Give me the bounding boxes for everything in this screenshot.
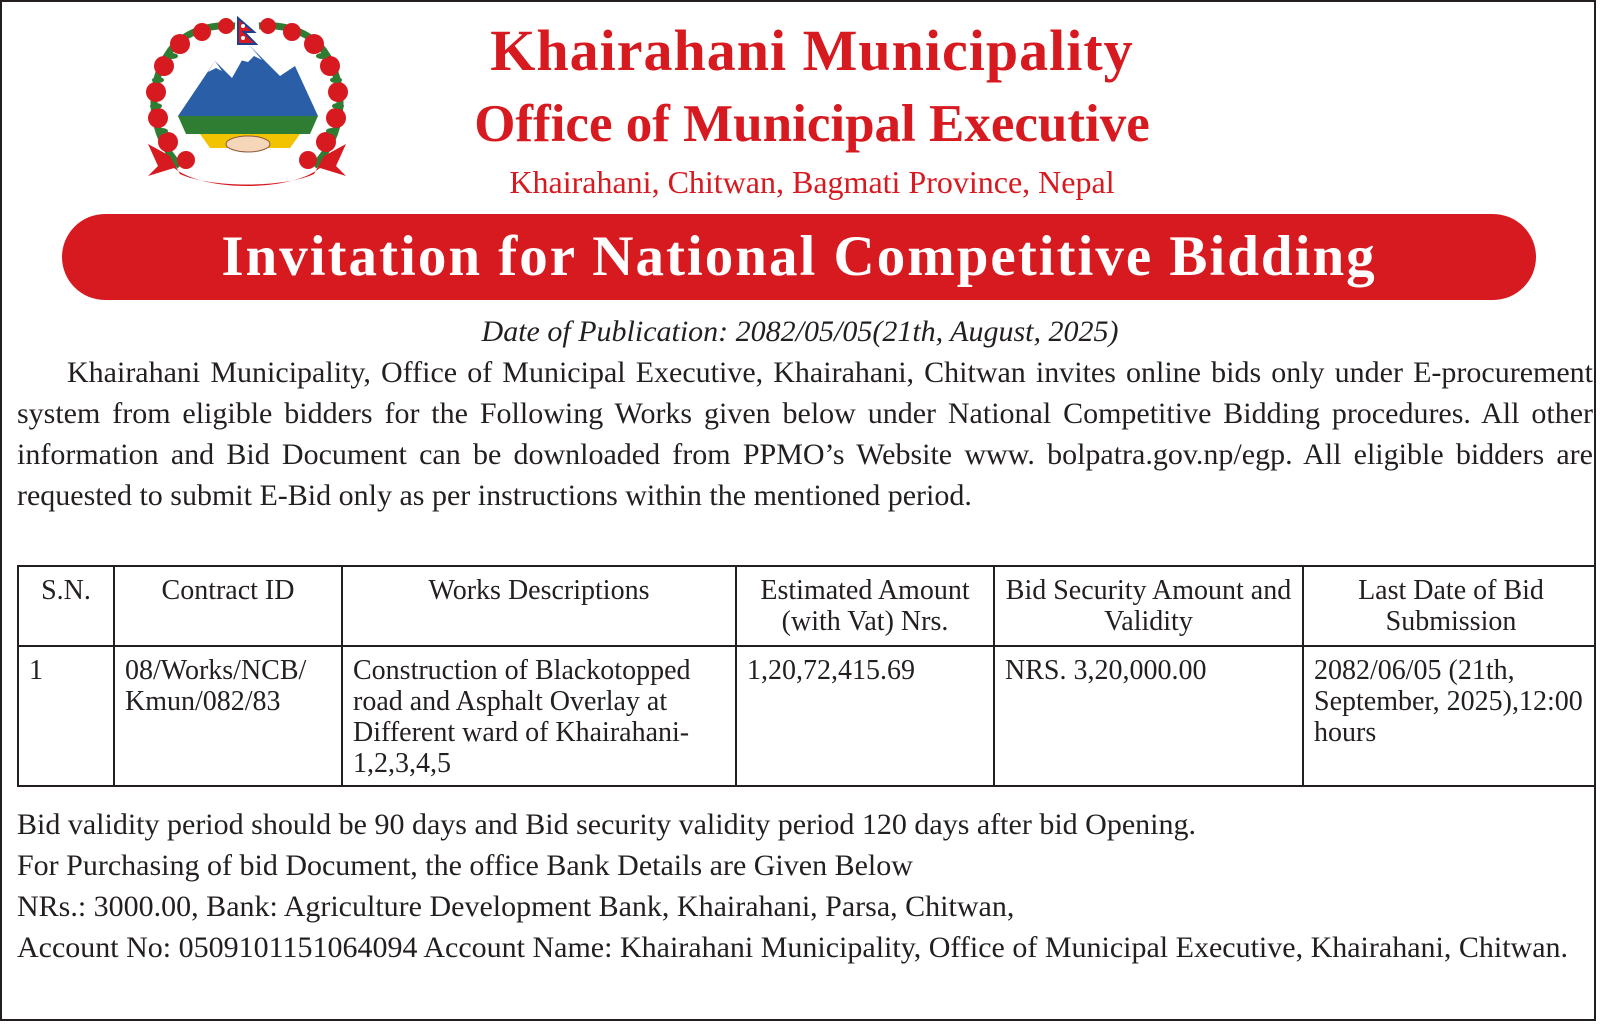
cell-bid-security: NRS. 3,20,000.00 — [994, 646, 1303, 786]
notice-banner — [62, 214, 1536, 300]
bid-validity-note: Bid validity period should be 90 days and Bid security validity period 120 days after bid Opening. — [17, 808, 1196, 841]
header-sn: S.N. — [18, 566, 114, 646]
office-address: Khairahani, Chitwan, Bagmati Province, Nepal — [509, 164, 1115, 200]
intro-paragraph: Khairahani Municipality, Office of Municipal Executive, Khairahani, Chitwan invites online bids only under E-procurement system from eligible bidders for the Following Works given below under National Competitive Bidding procedures. All other information and Bid Document can be downloaded from PPMO’s Website www. bolpatra.gov.np/egp. All eligible bidders are requested to submit E-Bid only as per instructions within the mentioned period. — [17, 356, 1593, 512]
header-bid-security: Bid Security Amount and Validity — [994, 566, 1303, 646]
table-header-row — [18, 566, 1596, 646]
header-works-description: Works Descriptions — [342, 566, 736, 646]
nepal-flag-icon — [238, 18, 256, 44]
cell-estimated-amount: 1,20,72,415.69 — [736, 646, 994, 786]
header-estimated-amount: Estimated Amount (with Vat) Nrs. — [736, 566, 994, 646]
table-row — [18, 646, 1596, 786]
nepal-emblem-icon — [140, 16, 354, 194]
cell-description: Construction of Blackotopped road and Asphalt Overlay at Different ward of Khairahani-1,2,3,4,5 — [342, 646, 736, 786]
bid-table — [17, 565, 1596, 787]
notice-banner-title: Invitation for National Competitive Bidding — [221, 225, 1377, 288]
office-title: Office of Municipal Executive — [474, 95, 1150, 153]
header-last-date: Last Date of Bid Submission — [1303, 566, 1596, 646]
cell-sn: 1 — [18, 646, 114, 786]
mountain-graphic — [178, 46, 318, 134]
header-contract-id: Contract ID — [114, 566, 342, 646]
account-details: Account No: 0509101151064094 Account Name: Khairahani Municipality, Office of Municipal Executive, Khairahani, Chitwan. — [17, 931, 1569, 964]
cell-contract-id: 08/Works/NCB/ Kmun/082/83 — [114, 646, 342, 786]
cell-last-date: 2082/06/05 (21th, September, 2025),12:00 hours — [1303, 646, 1596, 786]
purchase-note: For Purchasing of bid Document, the office Bank Details are Given Below — [17, 849, 913, 882]
municipality-title: Khairahani Municipality — [490, 18, 1134, 83]
publication-date: Date of Publication: 2082/05/05(21th, August, 2025) — [481, 315, 1119, 348]
footer-notes — [17, 804, 1593, 968]
bank-details: NRs.: 3000.00, Bank: Agriculture Development Bank, Khairahani, Parsa, Chitwan, — [17, 890, 1015, 923]
